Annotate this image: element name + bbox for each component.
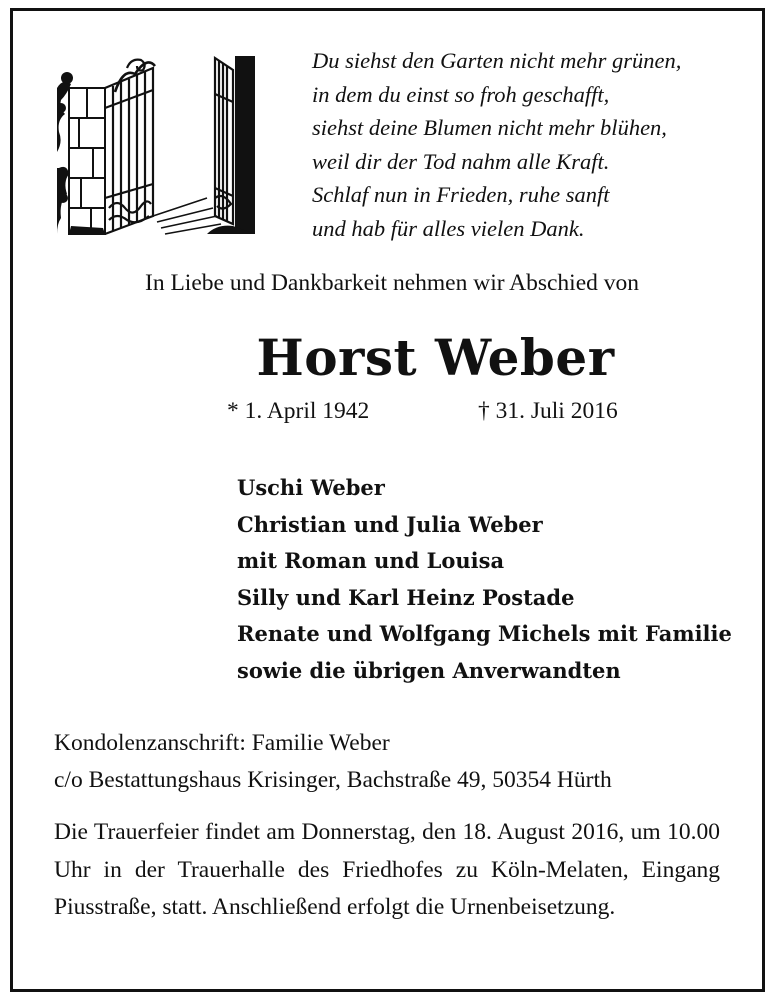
mourner-entry: Renate und Wolfgang Michels mit Familie: [237, 621, 732, 647]
condolence-line: Kondolenzanschrift: Familie Weber: [54, 730, 390, 756]
farewell-intro: In Liebe und Dankbarkeit nehmen wir Abschied von: [145, 270, 640, 296]
mourner-entry: sowie die übrigen Anverwandten: [237, 657, 621, 683]
poem: [312, 44, 752, 246]
mourners-list: [237, 470, 732, 690]
mourner-entry: Christian und Julia Weber: [237, 511, 543, 537]
condolence-line: c/o Bestattungshaus Krisinger, Bachstraße 49, 50354 Hürth: [54, 767, 612, 793]
poem-line: und hab für alles vielen Dank.: [312, 215, 585, 241]
garden-gate-illustration: [57, 48, 255, 238]
poem-line: siehst deine Blumen nicht mehr blühen,: [312, 115, 667, 141]
mourner-entry: Silly und Karl Heinz Postade: [237, 584, 575, 610]
mourner-entry: mit Roman und Louisa: [237, 548, 505, 574]
funeral-details: Die Trauerfeier findet am Donnerstag, den 18. August 2016, um 10.00 Uhr in der Trauerhalle des Friedhofes zu Köln-Melaten, Eingang Piusstraße, statt. Anschließend erfolgt die Urnenbeisetzung.: [54, 819, 720, 920]
condolence-address: [54, 725, 612, 799]
poem-line: weil dir der Tod nahm alle Kraft.: [312, 148, 610, 174]
poem-line: Schlaf nun in Frieden, ruhe sanft: [312, 182, 610, 208]
mourner-entry: Uschi Weber: [237, 475, 385, 500]
poem-line: Du siehst den Garten nicht mehr grünen,: [312, 48, 682, 73]
death-date: † 31. Juli 2016: [478, 398, 618, 424]
poem-line: in dem du einst so froh geschafft,: [312, 81, 610, 107]
birth-date: * 1. April 1942: [227, 398, 370, 424]
deceased-name: Horst Weber: [256, 328, 615, 387]
